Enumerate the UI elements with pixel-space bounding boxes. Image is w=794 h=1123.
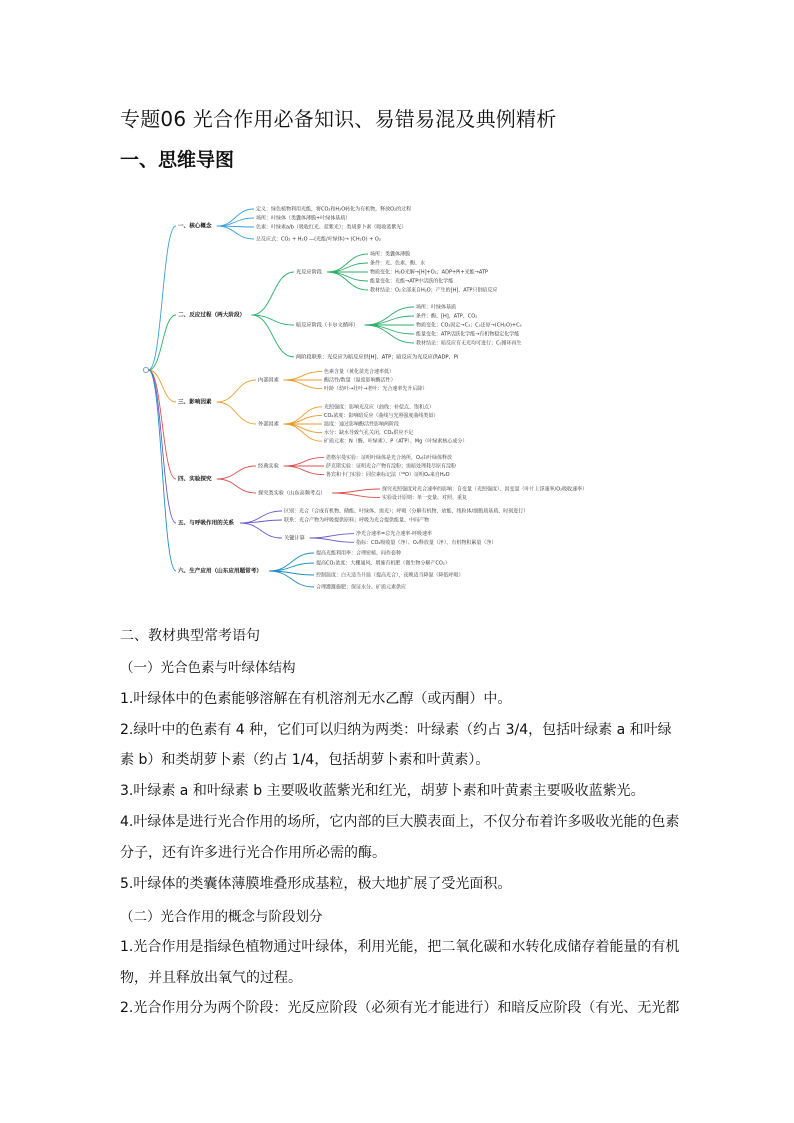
mind-map-leaf-text: 指标：CO₂吸收量（净）、O₂释放量（净）、有机物积累量（净） [356, 539, 497, 546]
mind-map-branch-connector [149, 370, 176, 523]
mind-map-leaf-text: 叶龄（幼叶→壮叶→老叶：光合速率先升后降） [324, 386, 428, 393]
mind-map-leaf-connector [284, 457, 324, 466]
mind-map-leaf-connector [217, 209, 254, 226]
mind-map-leaf-text: 色素：叶绿素a/b（吸收红光、蓝紫光）；类胡萝卜素（吸收蓝紫光） [256, 224, 407, 231]
mind-map-group-connector [217, 402, 256, 424]
mind-map-leaf-connector [365, 325, 414, 334]
mind-map-leaf-text: 场所：叶绿体（类囊体薄膜+叶绿体基质） [256, 215, 351, 222]
mind-map-leaf-text: 矿质元素：N（酶、叶绿素）、P（ATP）、Mg（叶绿素核心成分） [324, 438, 468, 445]
mind-map-group-label: 内部因素 [258, 377, 279, 384]
mind-map-leaf-text: 条件：酶、[H]、ATP、CO₂ [416, 313, 478, 320]
mind-map-branch-connector [149, 226, 176, 370]
mind-map-leaf-connector [284, 415, 322, 424]
mind-map-branch-connector [149, 315, 176, 370]
mind-map-leaf-connector [365, 316, 414, 325]
mind-map-leaf-connector [332, 493, 380, 498]
mind-map-leaf-connector [284, 466, 324, 475]
mind-map-leaf-text: 能量变化：ATP活跃化学能→有机物稳定化学能 [416, 331, 520, 338]
mind-map-leaf-connector [284, 371, 322, 380]
subheading-concept: （二）光合作用的概念与阶段划分 [120, 909, 323, 925]
mind-map-leaf-connector [332, 489, 380, 493]
paragraph-3: 3.叶绿素 a 和叶绿素 b 主要吸收蓝紫光和红光，胡萝卜素和叶黄素主要吸收蓝紫光。 [120, 783, 645, 799]
mind-map-leaf-text: 温度：通过影响酶活性影响两阶段 [324, 421, 400, 428]
mind-map-leaf-text: 鲁宾和卡门实验：同位素标记法（¹⁸O）证明O₂来自H₂O [326, 472, 450, 479]
mind-map-root-node [143, 367, 148, 372]
paragraph-1: 1.叶绿体中的色素能够溶解在有机溶剂无水乙醇（或丙酮）中。 [120, 691, 512, 707]
mind-map-group-connector [240, 523, 282, 538]
mind-map-leaf-connector [310, 538, 354, 542]
mind-map-leaf-text: 物质变化：H₂O光解→[H]+O₂；ADP+Pi+光能→ATP [370, 269, 488, 276]
mind-map-leaf-text: 总反应式：CO₂ + H₂O —(光能/叶绿体)→ (CH₂O) + O₂ [256, 236, 381, 243]
mind-map-branch-label: 三、影响因素 [178, 399, 212, 406]
paragraph-2-line-2: 素 b）和类胡萝卜素（约占 1/4，包括胡萝卜素和叶黄素）。 [120, 752, 490, 768]
mind-map-branch-label: 六、生产应用（山东应用题常考） [178, 568, 262, 575]
mind-map-branch-label: 四、实验探究 [178, 476, 212, 483]
mind-map-leaf-text: 教材结论：暗反应有无光均可进行；C₅循环再生 [416, 340, 522, 347]
mind-map-leaf-connector [284, 424, 322, 433]
mind-map-leaf-text: 提高CO₂浓度：大棚通风、增施有机肥（微生物分解产CO₂） [316, 560, 450, 567]
mind-map-branch-label: 五、与呼吸作用的关系 [178, 520, 234, 527]
section-heading-textbook: 二、教材典型常考语句 [120, 628, 260, 644]
mind-map-leaf-text: 萨克斯实验：证明光合产物有淀粉；需暗处理耗尽原有淀粉 [326, 463, 457, 470]
mind-map-group-label: 探究类实验（山东高频考点） [258, 490, 326, 497]
mind-map-leaf-text: 酶活性/数量（温度影响酶活性） [324, 377, 396, 384]
mind-map-leaf-text: 教材结论：O₂全部来自H₂O；产生的[H]、ATP只供暗反应 [370, 287, 498, 294]
mind-map-group-label: 光反应阶段 [296, 269, 322, 276]
mind-map-leaf-text: 水分：缺水导致气孔关闭，CO₂供应不足 [324, 430, 414, 437]
mind-map-leaf-connector [217, 218, 254, 226]
mind-map-leaf-connector [252, 315, 294, 357]
mind-map-leaf-text: 色素含量（黄化苗光合速率低） [324, 368, 395, 375]
mind-map-group-connector [217, 479, 256, 493]
mind-map-leaf-text: 实验设计原则：单一变量、对照、重复 [382, 495, 468, 502]
paragraph-2-line-1: 2.绿叶中的色素有 4 种，它们可以归纳为两类：叶绿素（约占 3/4，包括叶绿素 a 和叶绿 [120, 722, 672, 738]
subheading-pigments: （一）光合色素与叶绿体结构 [120, 660, 296, 676]
paragraph-4-line-1: 4.叶绿体是进行光合作用的场所，它内部的巨大膜表面上，不仅分布着许多吸收光能的色素 [120, 814, 680, 830]
mind-map-leaf-text: 提高光能利用率：合理密植、间作套种 [316, 550, 402, 557]
paragraph-6-line-1: 1.光合作用是指绿色植物通过叶绿体，利用光能，把二氧化碳和水转化成储存着能量的有机 [120, 939, 680, 955]
mind-map-leaf-connector [269, 563, 314, 571]
mind-map-leaf-text: 控制温度：白天适当升温（提高光合），夜晚适当降温（降低呼吸） [316, 572, 464, 579]
paragraph-5: 5.叶绿体的类囊体薄膜堆叠形成基粒，极大地扩展了受光面积。 [120, 876, 512, 892]
mind-map-leaf-text: 净光合速率=总光合速率-呼吸速率 [356, 531, 432, 538]
mind-map-leaf-connector [240, 520, 282, 523]
mind-map-group-label: 经典实验 [258, 463, 279, 470]
mind-map-leaf-text: 场所：叶绿体基质 [416, 304, 457, 311]
mind-map-group-connector [252, 272, 294, 315]
mind-map-leaf-text: 区别：光合（合成有机物、储能、叶绿体、需光）；呼吸（分解有机物、放能、线粒体/细胞质基质、时刻进行） [284, 508, 529, 515]
mind-map-branch-connector [149, 370, 176, 571]
mind-map-leaf-connector [327, 272, 368, 281]
mind-map-leaf-text: 联系：光合产物为呼吸提供原料；呼吸为光合提供能量、中间产物 [284, 517, 430, 524]
section-heading-mindmap: 一、思维导图 [120, 149, 235, 171]
paragraph-6-line-2: 物，并且释放出氧气的过程。 [120, 970, 302, 986]
mind-map-leaf-connector [327, 263, 368, 272]
mind-map-leaf-text: 定义：绿色植物利用光能，将CO₂和H₂O转化为有机物，释放O₂的过程 [256, 206, 412, 213]
paragraph-4-line-2: 分子，还有许多进行光合作用所必需的酶。 [120, 845, 386, 861]
mind-map-branch-label: 二、反应过程（两大阶段） [178, 312, 246, 319]
mind-map-leaf-connector [269, 553, 314, 571]
mind-map-leaf-text: 场所：类囊体薄膜 [370, 251, 411, 258]
mind-map-leaf-connector [310, 534, 354, 538]
mind-map-group-label: 暗反应阶段（卡尔文循环） [296, 322, 359, 329]
page-title: 专题06 光合作用必备知识、易错易混及典例精析 [120, 107, 557, 131]
mind-map-leaf-text: 条件：光、色素、酶、水 [370, 260, 426, 267]
mind-map-leaf-text: 光照强度：影响光反应（曲线：补偿点、饱和点） [324, 404, 435, 411]
mind-map-leaf-text: 恩格尔曼实验：证明叶绿体是光合场所，O₂由叶绿体释放 [326, 454, 452, 461]
mind-map-leaf-connector [217, 226, 254, 239]
mind-map-group-label: 关键计算 [284, 535, 305, 542]
mind-map-group-connector [217, 466, 256, 479]
mind-map-leaf-text: 能量变化：光能→ATP中活跃的化学能 [370, 278, 454, 285]
mind-map-group-label: 外部因素 [258, 421, 279, 428]
mind-map-leaf-text: 探究光照强度对光合速率的影响：自变量（光照强度）、因变量（叶片上浮速率/O₂吸收速率） [382, 486, 588, 493]
mind-map-leaf-text: 物质变化：CO₂固定→C₃；C₃还原→(CH₂O)+C₅ [416, 322, 522, 329]
mind-map-extra-text: 两阶段联系：光反应为暗反应供[H]、ATP；暗反应为光反应供ADP、Pi [296, 354, 459, 361]
paragraph-7: 2.光合作用分为两个阶段：光反应阶段（必须有光才能进行）和暗反应阶段（有光、无光都 [120, 1000, 680, 1016]
mind-map-leaf-text: 合理灌溉施肥：保证水分、矿质元素供应 [316, 584, 407, 591]
mind-map-group-connector [217, 380, 256, 402]
mind-map-leaf-connector [284, 380, 322, 389]
mind-map-leaf-text: CO₂浓度：影响暗反应（曲线与光照强度曲线类似） [324, 412, 439, 419]
mind-map-branch-label: 一、核心概念 [178, 223, 212, 230]
